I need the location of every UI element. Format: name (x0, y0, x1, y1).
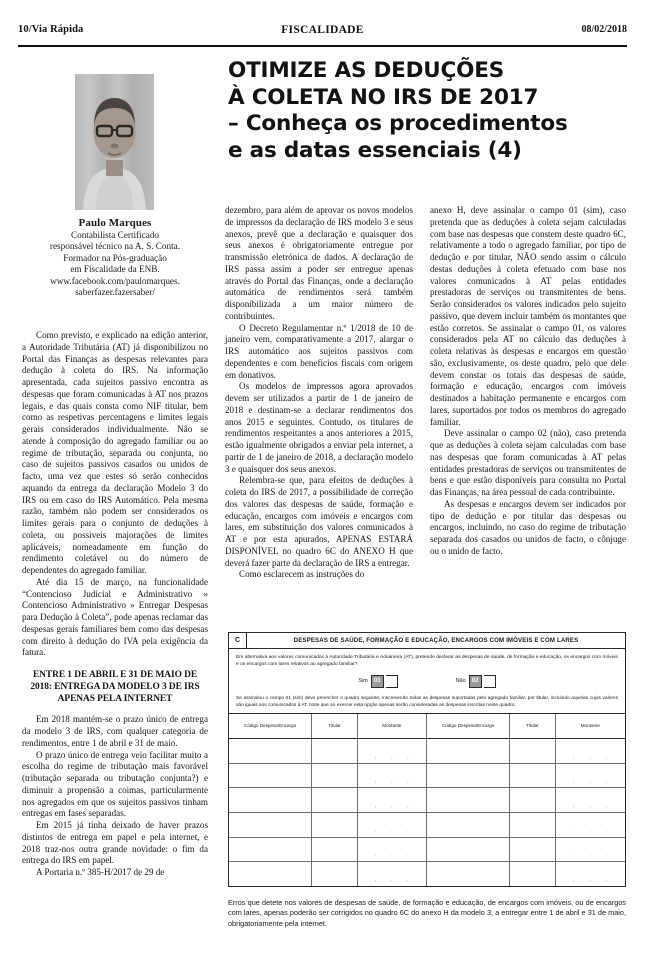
headline-line-4: e as datas essenciais (4) (228, 137, 522, 163)
cell-montante[interactable]: , , , (573, 876, 608, 882)
tax-form-quadro-6c (228, 632, 626, 887)
cell-montante[interactable]: , , , (573, 753, 608, 759)
cell-titular[interactable] (312, 788, 358, 812)
paragraph: Como esclarecem as instruções do (239, 569, 365, 580)
page-title (228, 58, 628, 164)
quadro-letter: C (229, 633, 247, 648)
cell-titular[interactable] (312, 739, 358, 763)
paragraph: Em 2015 já tinha deixado de haver prazos distintos de entrega em papel e pela internet, e 2018 traz-nos outra grande novidade: o fim da entrega do IRS em papel. (22, 820, 208, 866)
cell-montante[interactable]: , , , (358, 813, 427, 837)
author-role-4: em Fiscalidade da ENB. (70, 264, 160, 275)
column-header: Código Despesa/Encargo (229, 714, 312, 738)
headline-line-2: À COLETA NO IRS DE 2017 (228, 84, 539, 110)
cell-codigo[interactable] (427, 813, 510, 837)
option-no-label: Não (455, 678, 466, 685)
cell-codigo[interactable] (229, 764, 312, 788)
masthead-date: 08/02/2018 (581, 24, 627, 35)
article-column-2 (225, 205, 413, 581)
cell-titular[interactable] (312, 764, 358, 788)
paragraph: dezembro, para além de aprovar os novos modelos de impressos da declaração de IRS modelo 3 e seus anexos, prevê que a declaração e quaisquer dos seus anexos é obrigatoriamente entregue por transmissão eletrónica de dados. A declaração de IRS passa assim a poder ser entregue apenas através do Portal das Finanças, onde a declaração automática de rendimentos será também disponibilizada a um maior número de contribuintes. (225, 205, 413, 321)
cell-titular[interactable] (510, 764, 556, 788)
column-header: Montante (358, 714, 427, 738)
table-row[interactable] (229, 739, 625, 764)
masthead (18, 24, 627, 46)
cell-montante[interactable]: , , , (358, 739, 427, 763)
cell-codigo[interactable] (229, 788, 312, 812)
author-byline (22, 216, 208, 298)
cell-titular[interactable] (312, 862, 358, 886)
section-heading: ENTRE 1 DE ABRIL E 31 DE MAIO DE 2018: ENTREGA DA MODELO 3 DE IRS APENAS PELA INTERNET (30, 670, 200, 704)
author-web-2: saberfazer.fazersaber/ (75, 287, 155, 298)
cell-titular[interactable] (510, 813, 556, 837)
table-row[interactable] (229, 838, 625, 863)
cell-montante[interactable]: , , , (358, 788, 427, 812)
paragraph: Em 2018 mantém-se o prazo único de entrega da modelo 3 de IRS, com qualquer categoria de rendimentos, entre 1 de abril e 31 de maio. (22, 714, 208, 748)
form-header-row (229, 633, 625, 649)
form-intro-text: Em alternativa aos valores comunicados à Autoridade Tributária e Aduaneira (AT), pretende declarar as despesas de saúde, de formação e educação, os encargos com móveis e os encargos com lares relativos ao agregado familiar? (236, 655, 618, 668)
cell-titular[interactable] (510, 788, 556, 812)
table-row[interactable] (229, 862, 625, 886)
cell-montante[interactable]: , , , (358, 862, 427, 886)
author-role-3: Formador na Pós-graduação (63, 252, 167, 263)
column-header: Montante (580, 723, 600, 729)
table-row[interactable] (229, 788, 625, 813)
masthead-rule (18, 45, 627, 47)
paragraph: O Decreto Regulamentar n.º 1/2018 de 10 de janeiro vem, comparativamente a 2017, alargar o IRS automático aos sujeitos passivos com dependentes e com benefícios fiscais com origem em donativos. (225, 322, 413, 380)
form-note-text: Se assinalou o campo 01 (sim) deve preencher o quadro seguinte, inscrevendo todas as despesas suportadas pelo agregado familiar, por titular, incluindo aquelas cujos valores são iguais aos comunicados à AT. Note que ao exercer esta opção apenas serão consideradas as despesas inscritas neste quadro. (236, 695, 618, 709)
paragraph: Relembra-se que, para efeitos de deduções à coleta do IRS de 2017, a possibilidade de correção dos valores das despesas de saúde, formação e educação, encargos com imóveis e encargos com lares, em substituição dos valores comunicados à AT e por esta apurados, APENAS ESTARÁ DISPONÍVEL no quadro 6C do ANEXO H que deverá fazer parte da declaração de IRS a entregar. (225, 475, 413, 568)
cell-montante[interactable]: , , , (358, 764, 427, 788)
option-yes-checkbox[interactable] (386, 675, 398, 688)
headline-line-3: – Conheça os procedimentos (228, 111, 568, 136)
cell-titular[interactable] (312, 813, 358, 837)
table-row[interactable] (229, 813, 625, 838)
author-photo (75, 74, 154, 210)
paragraph: Como previsto, e explicado na edição anterior, a Autoridade Tributária (AT) já disponibilizou no Portal das Finanças as despesas relevantes para dedução à coleta do IRS. Na informação apresentada, cada sujeitos passivo encontra as despesas que foram comunicadas à AT nos prazos legais, e das quais consta como NIF titular, bem como as respetivas percentagens e limites legais gerais considerados individualmente. Não se atende à composição do agregado familiar ou ao regime de tributação, separada ou conjunta, no caso de sujeitos passivos casados ou unidos de facto, uma vez que estes só serão conhecidos aquando da entrega da declaração Modelo 3 do IRS ou em caso do IRS Automático. Pela mesma razão, também não podem ser considerados os limites gerais para o conjunto de deduções à coleta, ou possíveis majorações de limites aplicáveis, nomeadamente em função do rendimento coletável ou do número de dependentes do agregado familiar. (22, 330, 208, 575)
cell-codigo[interactable] (229, 813, 312, 837)
cell-titular[interactable] (510, 838, 556, 862)
author-name: Paulo Marques (78, 217, 152, 229)
table-header-row (229, 714, 625, 739)
paragraph: Deve assinalar o campo 02 (não), caso pretenda que as deduções à coleta sejam calculadas com base nas despesas que foram comunicadas à AT pelas entidades prestadoras de serviços ou transmitentes de bens e que estão disponíveis para consulta no Portal das Finanças, na área pessoal de cada contribuinte. (430, 428, 626, 497)
option-no-code: 02 (469, 675, 482, 688)
cell-montante[interactable]: , , , (358, 838, 427, 862)
form-footnote: Erros que detete nos valores de despesas de saúde, de formação e educação, de encargos com imóveis, ou de encargos com lares, apenas poderão ser corrigidos no quadro 6C do anexo H da modelo 3, a entregar entre 1 de abril e 31 de maio, obrigatoriamente pela internet. (228, 898, 626, 928)
cell-codigo[interactable] (427, 862, 510, 886)
option-no-checkbox[interactable] (484, 675, 496, 688)
cell-montante[interactable]: , , , (573, 827, 608, 833)
paragraph: A Portaria n.º 385-H/2017 de 29 de (36, 867, 165, 878)
cell-titular[interactable] (510, 862, 556, 886)
form-table (229, 713, 625, 886)
option-no[interactable] (456, 675, 496, 688)
author-web-1: www.facebook.com/paulomarques. (50, 275, 180, 286)
paragraph: O prazo único de entrega veio facilitar muito a escolha do regime de tributação mais favorável (tributação separada ou tributação conjunta?) e diminuir a propensão a coimas, particularmente nos agregados em que os sujeitos passivos tinham entregas em fases separadas. (22, 749, 208, 819)
cell-codigo[interactable] (427, 739, 510, 763)
cell-titular[interactable] (312, 838, 358, 862)
author-role-2: responsável técnico na A. S. Conta. (49, 241, 181, 252)
cell-montante[interactable]: , , , (573, 778, 608, 784)
paragraph: As despesas e encargos devem ser indicados por tipo de dedução e por titular das despesas ou encargos, incluindo, no caso do regime de tributação separada dos casados ou unidos de facto, o cônjuge ou o unido de facto. (430, 498, 626, 556)
cell-montante[interactable]: , , , (573, 803, 608, 809)
article-column-1 (22, 330, 208, 879)
cell-titular[interactable] (510, 739, 556, 763)
cell-montante[interactable]: , , , (573, 852, 608, 858)
column-header: Titular (312, 714, 358, 738)
cell-codigo[interactable] (427, 764, 510, 788)
author-role-1: Contabilista Certificado (70, 230, 160, 240)
portrait-illustration (75, 74, 154, 210)
paragraph: anexo H, deve assinalar o campo 01 (sim), caso pretenda que as deduções à coleta sejam calculadas com base nas despesas que constem deste quadro 6C, relativamente a todo o agregado familiar, por tipo de dedução e por titular, NÃO sendo assim o cálculo destas deduções à coleta efetuado com base nos valores comunicados à AT pelas entidades prestadoras de serviços ou transmitentes de bens. Serão considerados os valores indicados pelo sujeito passivo, que devem incluir também os montantes que estão corretos. Se assinalar o campo 01, os valores considerados pela AT no cálculo das deduções à coleta relativas às despesas e encargos em questão são, exclusivamente, os deste quadro, pelo que dele devem constar os totais das despesas de saúde, formação e educação, encargos com imóveis destinados a habitação permanente e encargos com lares, suportados por todos os membros do agregado familiar. (430, 205, 626, 427)
masthead-section: 10/Via Rápida (18, 24, 84, 35)
cell-codigo[interactable] (427, 788, 510, 812)
cell-codigo[interactable] (229, 739, 312, 763)
form-title: DESPESAS DE SAÚDE, FORMAÇÃO E EDUCAÇÃO, ENCARGOS COM IMÓVEIS E COM LARES (293, 637, 579, 644)
paragraph: Até dia 15 de março, na funcionalidade “Contencioso Judicial e Administrativo » Contencioso Administrativo » Entregar Despesas para Dedução à Coleta”, pode apenas reclamar das despesas gerais familiares bem como das despesas com direito à dedução do IVA pela exigência da fatura. (22, 576, 208, 658)
cell-codigo[interactable] (229, 862, 312, 886)
paragraph: Os modelos de impressos agora aprovados devem ser utilizados a partir de 1 de janeiro de 2018 e destinam-se a declarar rendimentos dos anos 2015 e seguintes. Contudo, os titulares de rendimentos respeitantes a anos anteriores a 2015, estão igualmente obrigados a enviar pela internet, a partir de 1 de janeiro de 2018, a declaração modelo 3 e quaisquer dos seus anexos. (225, 381, 413, 474)
column-header: Código Despesa/Encargo (427, 714, 510, 738)
option-yes-code: 01 (371, 675, 384, 688)
form-options (229, 671, 625, 694)
article-column-3 (430, 205, 626, 558)
masthead-title: FISCALIDADE (281, 24, 364, 36)
option-yes[interactable] (358, 675, 397, 688)
headline-line-1: OTIMIZE AS DEDUÇÕES (228, 58, 504, 83)
table-row[interactable] (229, 764, 625, 789)
column-header: Titular (510, 714, 556, 738)
cell-codigo[interactable] (229, 838, 312, 862)
option-yes-label: Sim (358, 678, 368, 685)
cell-codigo[interactable] (427, 838, 510, 862)
